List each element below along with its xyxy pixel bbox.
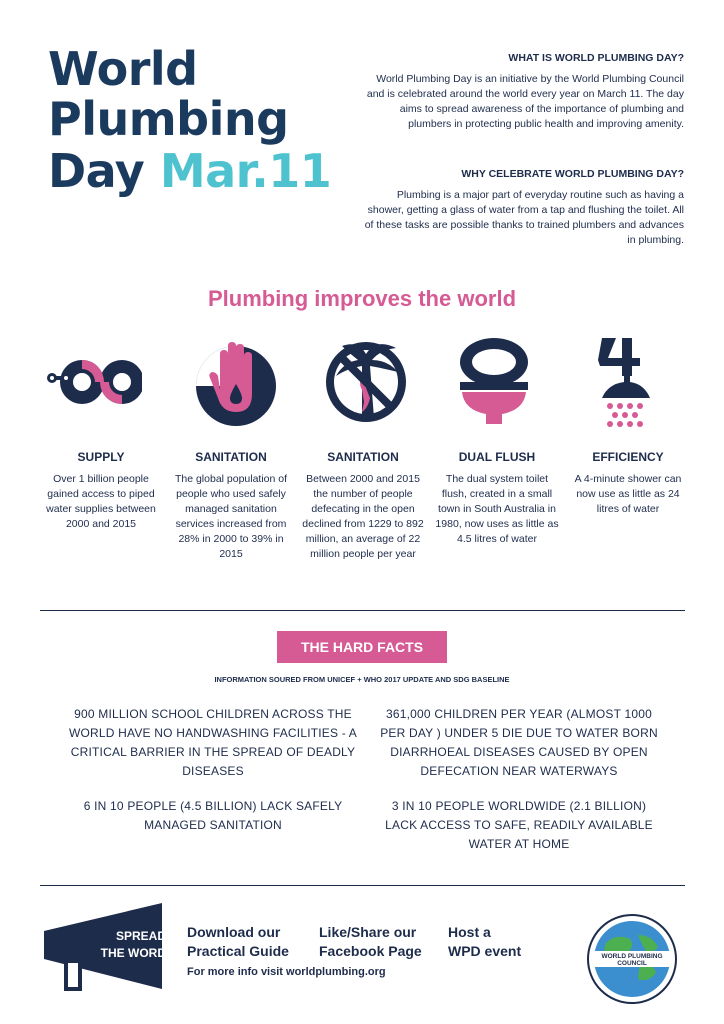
cta-line: Like/Share our (319, 924, 417, 940)
fact-item: 900 MILLION SCHOOL CHILDREN ACROSS THE WORLD HAVE NO HANDWASHING FACILITIES - A CRITICAL BARRIER IN THE SPREAD OF DEADLY DISEASES (68, 707, 358, 778)
handwashing-icon (192, 332, 288, 428)
divider (40, 885, 685, 886)
what-is-heading: WHAT IS WORLD PLUMBING DAY? (508, 52, 684, 64)
shower-icon (578, 332, 674, 428)
title-plumbing: Plumbing (48, 92, 289, 146)
cta-line: Download our (187, 924, 281, 940)
title-world: World (48, 42, 198, 96)
more-info-link[interactable]: For more info visit worldplumbing.org (187, 966, 386, 978)
facts-source: INFORMATION SOURED FROM UNICEF + WHO 2017 UPDATE AND SDG BASELINE (214, 675, 510, 684)
column-text: Over 1 billion people gained access to piped water supplies between 2000 and 2015 (46, 473, 156, 530)
cta-line: WPD event (448, 943, 522, 959)
hard-facts-badge: THE HARD FACTS (277, 631, 447, 663)
column-heading: DUAL FLUSH (458, 450, 536, 464)
column-text: A 4-minute shower can now use as little as 24 litres of water (574, 473, 682, 515)
why-celebrate-heading: WHY CELEBRATE WORLD PLUMBING DAY? (461, 168, 684, 180)
column-heading: SANITATION (195, 450, 267, 464)
fact-item: 6 IN 10 PEOPLE (4.5 BILLION) LACK SAFELY MANAGED SANITATION (83, 799, 343, 832)
facebook-page-link[interactable] (319, 923, 422, 961)
spread-the-word-label (66, 928, 166, 962)
cta-line: Host a (448, 924, 491, 940)
column-text: The dual system toilet flush, created in a small town in South Australia in 1980, now uses as little as 4.5 litres of water (435, 473, 559, 545)
why-celebrate-text: Plumbing is a major part of everyday routine such as having a shower, getting a glass of water from a tap and flushing the toilet. All of these tasks are possible thanks to trained plumbers and advances in plumbing. (364, 189, 684, 246)
divider (40, 610, 685, 611)
column-heading: SUPPLY (77, 450, 125, 464)
download-guide-link[interactable] (187, 923, 289, 961)
palm-tree-no-icon (318, 332, 414, 428)
column-heading: SANITATION (327, 450, 399, 464)
column-text: The global population of people who used safely managed sanitation services increased from 28% in 2000 to 39% in 2015 (174, 473, 288, 560)
section-title: Plumbing improves the world (207, 286, 517, 311)
the-word-line: THE WORD (100, 946, 166, 960)
title-day-line (48, 144, 332, 198)
cta-line: Facebook Page (319, 943, 422, 959)
fact-item: 3 IN 10 PEOPLE WORLDWIDE (2.1 BILLION) LACK ACCESS TO SAFE, READILY AVAILABLE WATER AT HOME (385, 799, 653, 851)
logo-text: WORLD PLUMBING COUNCIL (601, 953, 663, 967)
supply-pipe-icon (46, 332, 142, 428)
spread-line: SPREAD (115, 929, 166, 943)
title-date: Mar.11 (159, 144, 332, 198)
column-text: Between 2000 and 2015 the number of people defecating in the open declined from 1229 to 892 million, an average of 22 million people per year (302, 473, 424, 560)
host-event-link[interactable] (448, 923, 521, 961)
what-is-text: World Plumbing Day is an initiative by the World Plumbing Council and is celebrated around the world every year on March 11. The day aims to spread awareness of the importance of plumbing and plumbers in protecting public health and improving amenity. (366, 73, 684, 130)
toilet-icon (446, 332, 542, 428)
cta-line: Practical Guide (187, 943, 289, 959)
fact-item: 361,000 CHILDREN PER YEAR (ALMOST 1000 PER DAY ) UNDER 5 DIE DUE TO WATER BORN DIARRHOEAL DISEASES CAUSED BY OPEN DEFECATION NEAR WATERWAYS (380, 707, 658, 778)
column-heading: EFFICIENCY (592, 450, 664, 464)
title-day: Day (48, 144, 145, 198)
